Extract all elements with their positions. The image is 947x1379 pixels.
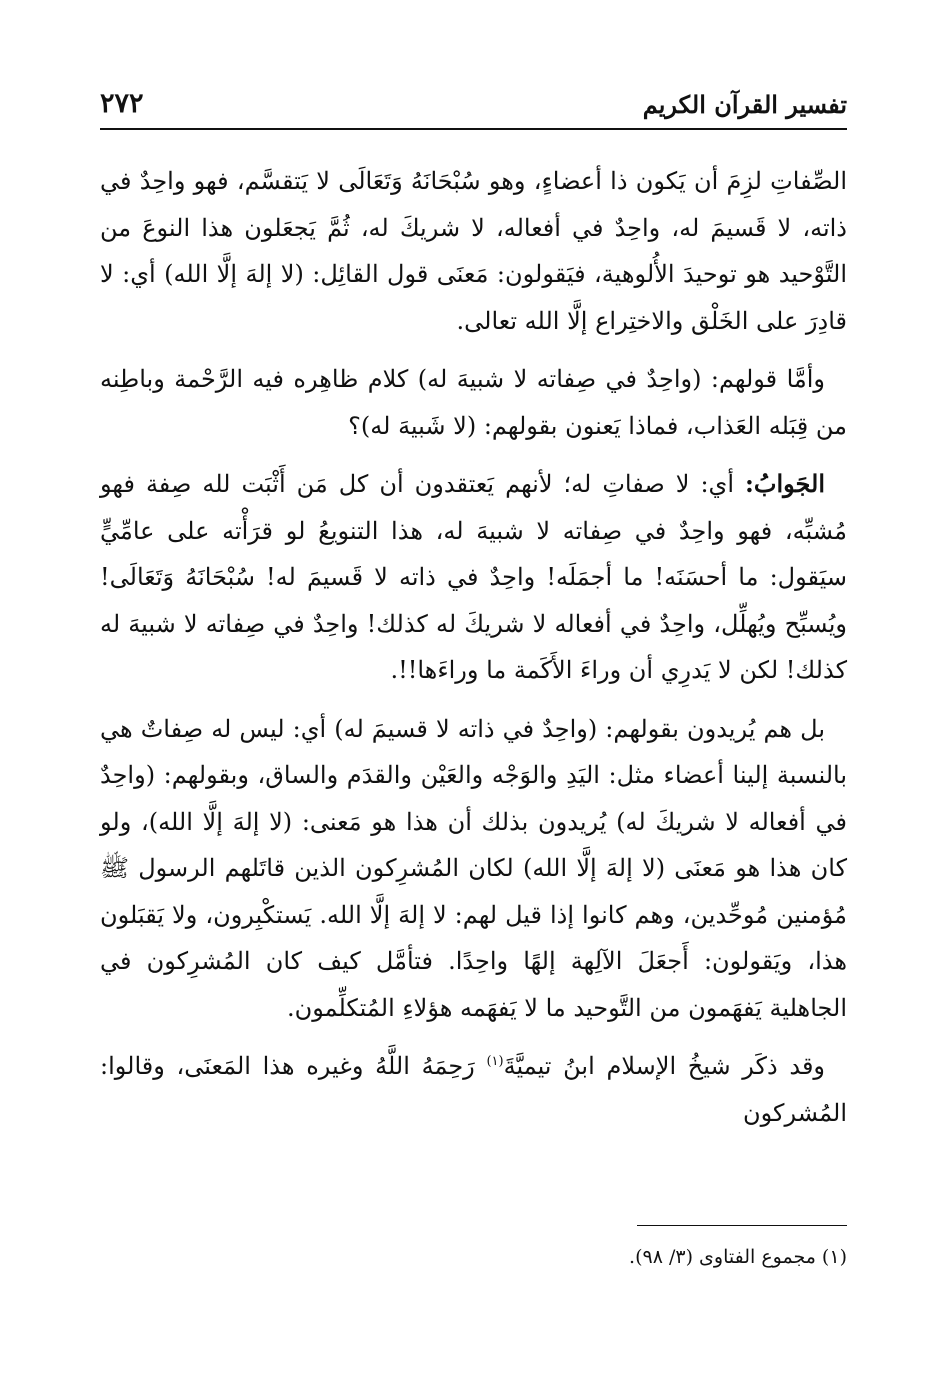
- page-header: [100, 80, 847, 130]
- paragraph-5: [100, 1043, 847, 1136]
- footnote: (١) مجموع الفتاوى (٣/ ٩٨).: [629, 1246, 847, 1268]
- footnote-divider: [637, 1225, 847, 1226]
- footnote-marker[interactable]: (١): [486, 1054, 504, 1069]
- paragraph-5-end: رَحِمَهُ اللَّهُ وغيره هذا المَعنَى، وقالوا: المُشركون: [100, 1052, 847, 1127]
- paragraph-1: الصِّفاتِ لزِمَ أن يَكون ذا أعضاءٍ، وهو سُبْحَانَهُ وَتَعَالَى لا يَتقسَّم، فهو واحِدٌ في ذاته، لا قَسيمَ له، واحِدٌ في أفعاله، لا شريكَ له، ثُمَّ يَجعَلون هذا النوعَ من التَّوْحيد هو توحيدَ الأُلوهية، فيَقولون: مَعنَى قول القائِل: (لا إلهَ إلَّا الله) أي: لا قادِرَ على الخَلْق والاختِراع إلَّا الله تعالى.: [100, 167, 847, 335]
- running-title: تفسير القرآن الكريم: [642, 90, 847, 119]
- answer-lead: الجَوابُ:: [745, 469, 825, 498]
- answer-text: أي: لا صفاتِ له؛ لأنهم يَعتقدون أن كل مَن أَثْبَت لله صِفة فهو مُشبِّه، فهو واحِدٌ في صِفاته لا شبيهَ له، هذا التنويعُ لو قرَأْته على عامِّيٍّ سيَقول: ما أحسَنَه! ما أجمَلَه! واحِدٌ في ذاته لا قَسيمَ له! سُبْحَانَهُ وَتَعَالَى! ويُسبِّح ويُهلِّل، واحِدٌ في أفعاله لا شريكَ له كذلك! واحِدٌ في صِفاته لا شبيهَ له كذلك! لكن لا يَدرِي أن وراءَ الأَكَمة ما وراءَها!!.: [100, 470, 847, 684]
- paragraph-3: [100, 461, 847, 694]
- paragraph-4: بل هم يُريدون بقولهم: (واحِدٌ في ذاته لا قسيمَ له) أي: ليس له صِفاتٌ هي بالنسبة إلينا أعضاء مثل: اليَدِ والوَجْه والعَيْن والقدَم والساق، وبقولهم: (واحِدٌ في أفعاله لا شريكَ له) يُريدون بذلك أن هذا هو مَعنى: (لا إلهَ إلَّا الله)، ولو كان هذا هو مَعنَى (لا إلهَ إلَّا الله) لكان المُشرِكون الذين قاتَلهم الرسول ﷺ مُؤمنين مُوحِّدين، وهم كانوا إذا قيل لهم: لا إلهَ إلَّا الله. يَستكْبِرون، ولا يَقبَلون هذا، ويَقولون: أَجعَلَ الآلِهة إلهًا واحِدًا. فتأمَّل كيف كان المُشرِكون في الجاهلية يَفهَمون من التَّوحيد ما لا يَفهَمه هؤلاءِ المُتكلِّمون.: [100, 714, 847, 1022]
- paragraph-2: وأمَّا قولهم: (واحِدٌ في صِفاته لا شبيهَ له) كلام ظاهِره فيه الرَّحْمة وباطِنه من قِبَله العَذاب، فماذا يَعنون بقولهم: (لا شَبيهَ له)؟: [100, 365, 847, 440]
- main-text: [100, 158, 847, 1148]
- page-number: ٢٧٢: [100, 88, 144, 119]
- paragraph-5-start: وقد ذكَر شيخُ الإسلام ابنُ تيميَّةَ: [503, 1052, 826, 1080]
